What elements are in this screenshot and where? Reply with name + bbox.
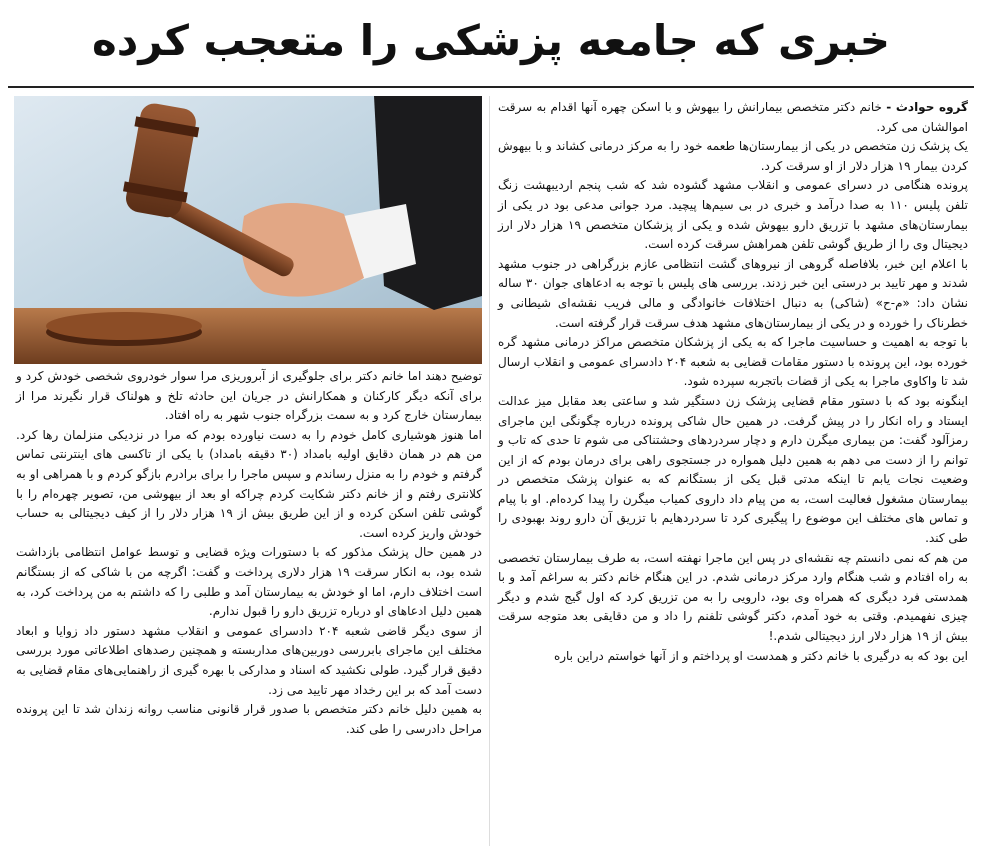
article-column-left: [16, 367, 482, 739]
paragraph: من هم که نمی دانستم چه نقشه‌ای در پس این ماجرا نهفته است، به طرف بیمارستان تخصصی به راه افتادم و شب هنگام وارد مرکز درمانی شدم. در این هنگام خانم دکتر به سراغم آمد و با همدستی فرد دیگری که همراه وی بود، دارویی را به من تزریق کرد که اول گیج شدم و دیگر چیزی نفهمیدم. وقتی به خود آمدم، دکتر گوشی تلفنم را داد و من دقایقی بعد متوجه سرقت بیش از ۱۹ هزار دلار ارز دیجیتالی شدم.!: [498, 550, 968, 644]
headline: خبری که جامعه پزشکی را متعجب کرده: [91, 15, 891, 65]
paragraph: از سوی دیگر قاضی شعبه ۲۰۴ دادسرای عمومی و انقلاب مشهد دستور داد زوایا و ابعاد مختلف این ماجرای بابررسی دوربین‌های مداربسته و همچنین رصدهای اطلاعاتی مورد بررسی دقیق قرار گیرد. طولی نکشید که اسناد و مدارکی با بهره گیری از راهنمایی‌های مقام قضایی به دست آمد که بر این رخداد مهر تایید می زد.: [15, 623, 483, 697]
headline-rule: [8, 86, 974, 88]
column-divider: [489, 96, 490, 846]
article-column-right: [498, 98, 968, 666]
paragraph: اما هنوز هوشیاری کامل خودم را به دست نیاورده بودم که مرا در نزدیکی منزلمان رها کرد. من هم در همان دقایق اولیه بامداد (۳۰ دقیقه بامداد) با یکی از تاکسی های اینترنتی تماس گرفتم و خودم را به منزل رساندم و سپس ماجرا را برای برادرم بازگو کردم و با همراهی او به کلانتری رفتم و از خانم دکتر شکایت کردم چراکه او بعد از بیهوشی من، تصویر چهره‌ام را با گوشی تلفن اسکن کرده و از این طریق بیش از ۱۹ هزار دلار را از کیف دیجیتالی به حساب خودش واریز کرده است.: [16, 427, 482, 540]
paragraph: به همین دلیل خانم دکتر متخصص با صدور قرار قانونی مناسب روانه زندان شد تا این پرونده مراحل دادرسی را طی کند.: [16, 702, 482, 736]
paragraph: گروه حوادث - خانم دکتر متخصص بیمارانش را بیهوش و با اسکن چهره آنها اقدام به سرقت اموالشان می کرد.: [498, 100, 968, 134]
paragraph: با اعلام این خبر، بلافاصله گروهی از نیروهای گشت انتظامی عازم بزرگراهی در جنوب مشهد شدند و مهر تایید بر درستی این خبر زدند. بررسی های پلیس با توجه به ادعاهای جوان ۳۰ ساله نشان داد: «م-ح» (شاکی) به دنبال اختلافات خانوادگی و مالی فریب نقشه‌ای شیطانی و خطرناک را خورده و در یکی از بیمارستان‌های مشهد هدف سرقت قرار گرفته است.: [498, 256, 968, 330]
paragraph: اینگونه بود که با دستور مقام قضایی پزشک زن دستگیر شد و ساعتی بعد مقابل میز عدالت ایستاد و راه انکار را در پیش گرفت. در همین حال شاکی پرونده درباره چگونگی این ماجرای رمزآلود گفت: من بیماری میگرن دارم و دچار سردردهای وحشتناکی می شوم تا حدی که تاب و توانم را از دست می دهم به همین دلیل همواره در جستجوی راهی برای درمان بودم که از این وضعیت نجات یابم تا اینکه مدتی قبل یکی از بستگانم که به عنوان پزشک متخصص در بیمارستان مشغول فعالیت است، به من پیام داد داروی کمیاب میگرن را پیدا کرده‌ام. او با پیام و تماس های مختلف این موضوع را پیگیری کرد تا سردردهایم با تزریق آن دارو روند بهبودی را طی کند.: [498, 393, 968, 546]
section-lead: گروه حوادث -: [886, 100, 968, 114]
paragraph: یک پزشک زن متخصص در یکی از بیمارستان‌ها طعمه خود را به مرکز درمانی کشاند و با بیهوش کردن بیمار ۱۹ هزار دلار از او سرقت کرد.: [498, 139, 968, 173]
gavel-illustration: [14, 96, 482, 364]
paragraph: این بود که به درگیری با خانم دکتر و همدست او پرداختم و از آنها خواستم دراین باره: [553, 648, 968, 663]
paragraph: با توجه به اهمیت و حساسیت ماجرا که به یکی از پزشکان متخصص مراکز درمانی مشهد گره خورده بود، این پرونده با دستور مقامات قضایی به شعبه ۲۰۴ دادسرای عمومی و انقلاب ارسال شد تا واکاوی ماجرا به یکی از قضات باتجربه سپرده شود.: [498, 335, 968, 389]
judge-gavel-image: [14, 96, 482, 364]
paragraph: پرونده هنگامی در دسرای عمومی و انقلاب مشهد گشوده شد که شب پنجم اردیبهشت زنگ تلفن پلیس ۱۱۰ به صدا درآمد و خبری در بی سیم‌ها پیچید. مرد جوانی مدعی بود در یکی از بیمارستان‌های مشهد با تزریق دارو بیهوش شده و یکی از پزشکان متخصص ۱۹ هزار دلار ارز دیجیتال وی را از طریق گوشی تلفن همراهش سرقت کرده است.: [498, 178, 968, 252]
paragraph: در همین حال پزشک مذکور که با دستورات ویژه قضایی و توسط عوامل انتظامی بازداشت شده بود، به انکار سرقت ۱۹ هزار دلاری پرداخت و گفت: اگرچه من با شاکی که از بستگانم است اختلاف دارم، اما او خودش به بیمارستان آمد و طلبی را که داشتم به من پرداخت کرد، به همین دلیل ادعاهای او درباره تزریق دارو را قبول ندارم.: [16, 545, 482, 619]
paragraph: توضیح دهند اما خانم دکتر برای جلوگیری از آبروریزی مرا سوار خودروی شخصی خودش کرد و برای آنکه دیگر کارکنان و همکارانش در جریان این حادثه تلخ و هولناک قرار نگیرند مرا از بیمارستان خارج کرد و به سمت بزرگراه جنوب شهر به راه افتاد.: [16, 369, 482, 423]
